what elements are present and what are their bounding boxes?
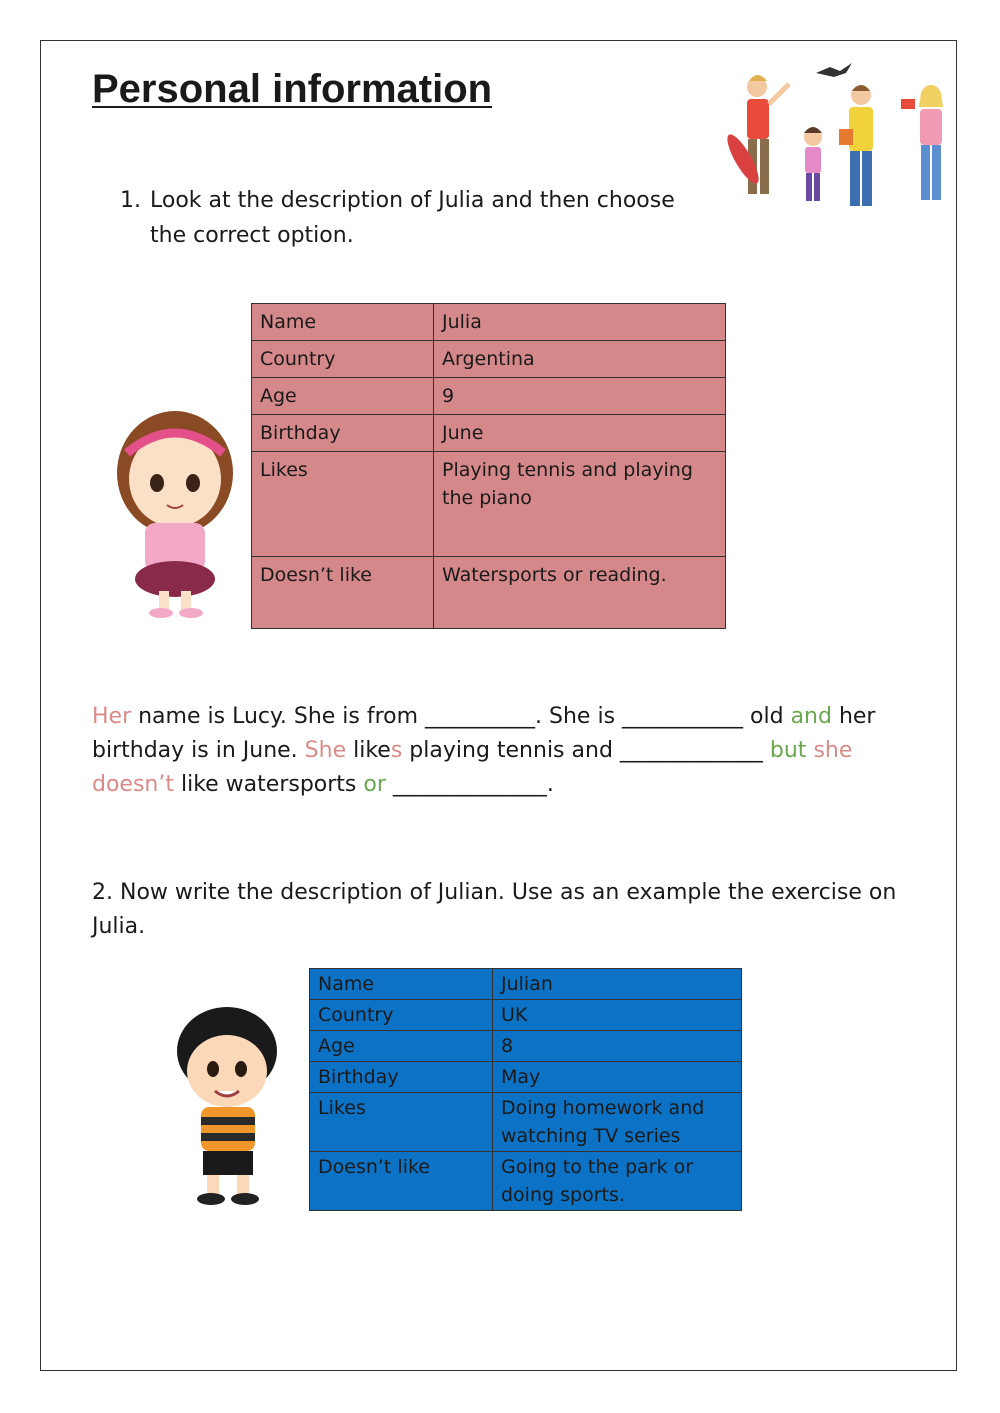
paragraph-segment: but xyxy=(769,738,807,763)
paragraph-segment: like watersports xyxy=(173,772,364,797)
table-label-cell: Country xyxy=(252,341,434,378)
table-label-cell: Birthday xyxy=(310,1062,493,1093)
table-value-cell: Julian xyxy=(493,969,742,1000)
boy-julian-illustration-icon xyxy=(149,1003,299,1213)
table-row xyxy=(252,557,726,629)
table-label-cell: Birthday xyxy=(252,415,434,452)
table-label-cell: Name xyxy=(252,304,434,341)
julian-info-table xyxy=(309,968,742,1211)
table-value-cell: May xyxy=(493,1062,742,1093)
paragraph-segment: she doesn’t xyxy=(92,738,860,797)
table-row xyxy=(252,304,726,341)
table-row xyxy=(310,1093,742,1152)
paragraph-segment: She xyxy=(304,738,347,763)
paragraph-segment: Her xyxy=(92,704,132,729)
girl-julia-illustration-icon xyxy=(105,401,250,623)
table-value-cell: 8 xyxy=(493,1031,742,1062)
worksheet-page xyxy=(40,40,957,1371)
table-value-cell: Playing tennis and playing the piano xyxy=(434,452,726,557)
paragraph-segment: her birthday is in June. xyxy=(92,704,883,763)
question-1-text: Look at the description of Julia and then choose the correct option. xyxy=(150,188,675,248)
table-label-cell: Age xyxy=(252,378,434,415)
julia-info-table xyxy=(251,303,726,629)
table-value-cell: UK xyxy=(493,1000,742,1031)
table-row xyxy=(310,1062,742,1093)
page-title: Personal information xyxy=(92,67,493,111)
table-value-cell: Julia xyxy=(434,304,726,341)
table-row xyxy=(310,1031,742,1062)
table-label-cell: Age xyxy=(310,1031,493,1062)
paragraph-segment: playing tennis and _____________ xyxy=(402,738,770,763)
paragraph-segment: like xyxy=(346,738,391,763)
paragraph-segment: ______________. xyxy=(385,772,554,797)
table-row xyxy=(252,452,726,557)
table-label-cell: Doesn’t like xyxy=(252,557,434,629)
table-row xyxy=(252,415,726,452)
table-value-cell: Watersports or reading. xyxy=(434,557,726,629)
table-row xyxy=(252,378,726,415)
table-label-cell: Likes xyxy=(310,1093,493,1152)
table-row xyxy=(310,969,742,1000)
table-row xyxy=(310,1000,742,1031)
table-value-cell: June xyxy=(434,415,726,452)
table-value-cell: Argentina xyxy=(434,341,726,378)
paragraph-segment: and xyxy=(790,704,832,729)
table-row xyxy=(310,1152,742,1211)
table-label-cell: Country xyxy=(310,1000,493,1031)
table-value-cell: 9 xyxy=(434,378,726,415)
paragraph-segment: or xyxy=(363,772,386,797)
table-label-cell: Doesn’t like xyxy=(310,1152,493,1211)
paragraph-segment: s xyxy=(390,738,403,763)
fill-in-paragraph xyxy=(92,700,912,802)
table-label-cell: Name xyxy=(310,969,493,1000)
question-1-number: 1. xyxy=(120,188,141,213)
table-label-cell: Likes xyxy=(252,452,434,557)
question-1 xyxy=(120,183,700,253)
family-illustration-icon xyxy=(721,59,961,214)
table-row xyxy=(252,341,726,378)
table-value-cell: Going to the park or doing sports. xyxy=(493,1152,742,1211)
question-2: 2. Now write the description of Julian. Use as an example the exercise on Julia. xyxy=(92,880,897,939)
paragraph-segment: name is Lucy. She is from __________. She is ___________ old xyxy=(131,704,791,729)
table-value-cell: Doing homework and watching TV series xyxy=(493,1093,742,1152)
